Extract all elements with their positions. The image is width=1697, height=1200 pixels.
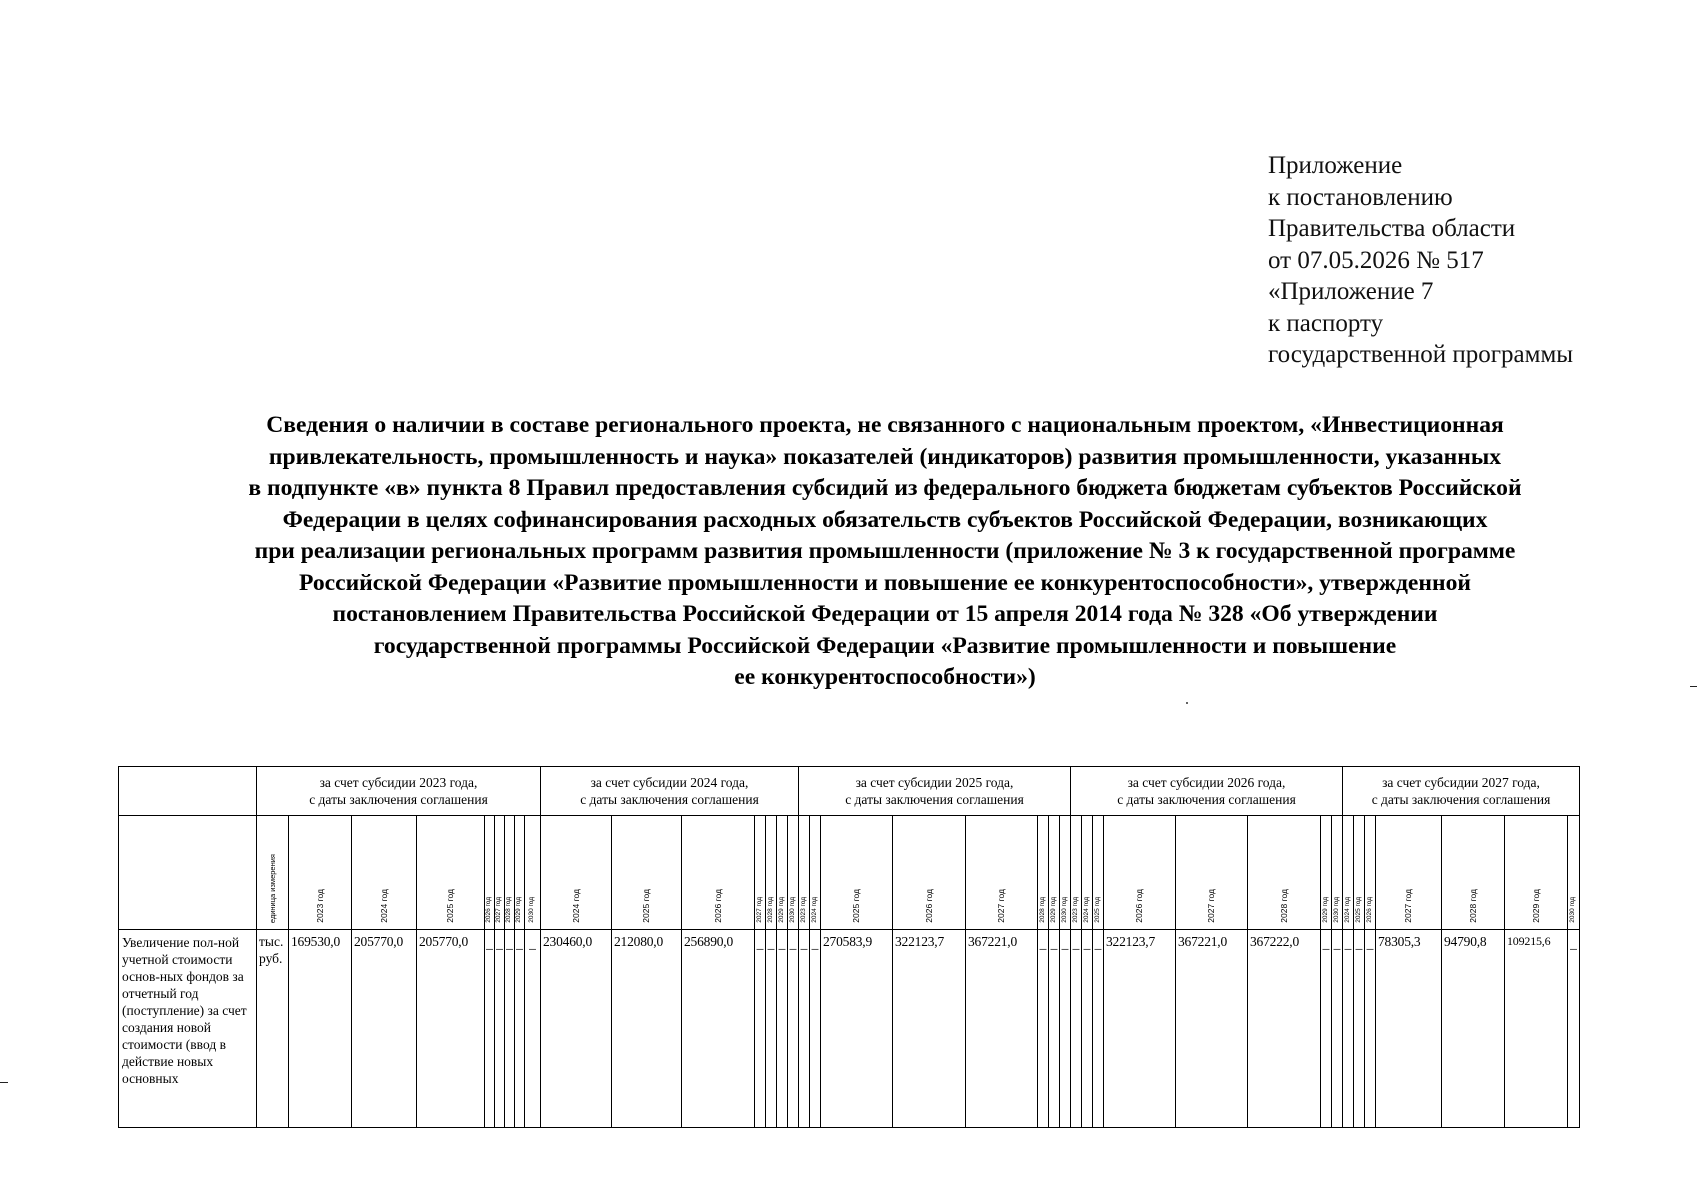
table-row bbox=[119, 930, 1580, 1128]
value-cell: 169530,0 bbox=[289, 930, 352, 1128]
empty-value-cell: _ bbox=[485, 930, 495, 1128]
scan-speck bbox=[1186, 702, 1188, 704]
title-line: ее конкурентоспособности») bbox=[734, 664, 1036, 690]
empty-value-cell: _ bbox=[810, 930, 821, 1128]
appendix-line: к паспорту bbox=[1268, 309, 1384, 337]
group-header-line: за счет субсидии 2027 года, bbox=[1382, 775, 1540, 790]
empty-value-cell: _ bbox=[1093, 930, 1104, 1128]
title-line: государственной программы Российской Федерации «Развитие промышленности и повышение bbox=[373, 632, 1397, 659]
empty-value-cell: _ bbox=[515, 930, 525, 1128]
year-header-label: 2029 год bbox=[1049, 897, 1057, 923]
year-header-cell bbox=[1049, 816, 1060, 930]
year-header-label: 2027 год bbox=[996, 889, 1006, 923]
year-header-cell bbox=[541, 816, 612, 930]
year-header-cell bbox=[766, 816, 777, 930]
year-header-label: 2023 год bbox=[799, 897, 807, 923]
year-header-cell bbox=[1505, 816, 1568, 930]
group-header-2027 bbox=[1343, 767, 1580, 816]
value-cell: 230460,0 bbox=[541, 930, 612, 1128]
title-line: в подпункте «в» пункта 8 Правил предоставления субсидий из федерального бюджета бюджетам субъектов Российской bbox=[248, 475, 1522, 501]
value-cell: 109215,6 bbox=[1505, 930, 1568, 1128]
empty-value-cell: _ bbox=[1038, 930, 1049, 1128]
year-header-cell bbox=[777, 816, 788, 930]
year-header-label: 2024 год bbox=[810, 897, 818, 923]
empty-value-cell: _ bbox=[788, 930, 799, 1128]
empty-value-cell: _ bbox=[525, 930, 541, 1128]
year-header-cell bbox=[966, 816, 1038, 930]
year-header-label: 2025 год bbox=[1093, 897, 1101, 923]
year-header-label: 2025 год bbox=[641, 889, 651, 923]
year-header-cell bbox=[352, 816, 417, 930]
unit-cell: тыс. руб. bbox=[257, 930, 289, 1128]
year-header-cell bbox=[1071, 816, 1082, 930]
year-header-cell bbox=[505, 816, 515, 930]
empty-value-cell: _ bbox=[1332, 930, 1343, 1128]
value-cell: 322123,7 bbox=[1104, 930, 1176, 1128]
appendix-line: Приложение bbox=[1268, 152, 1403, 179]
year-header-cell bbox=[485, 816, 495, 930]
year-header-cell bbox=[289, 816, 352, 930]
empty-value-cell: _ bbox=[1049, 930, 1060, 1128]
title-line: привлекательность, промышленность и наука» показателей (индикаторов) развития промышленности, указанных bbox=[268, 443, 1502, 470]
empty-value-cell: _ bbox=[1071, 930, 1082, 1128]
value-cell: 205770,0 bbox=[417, 930, 485, 1128]
appendix-line: «Приложение 7 bbox=[1268, 278, 1434, 305]
group-header-line: за счет субсидии 2026 года, bbox=[1127, 775, 1286, 790]
value-cell: 94790,8 bbox=[1442, 930, 1505, 1128]
appendix-line: Правительства области bbox=[1268, 215, 1516, 242]
year-header-cell bbox=[1442, 816, 1505, 930]
year-header-cell bbox=[810, 816, 821, 930]
empty-value-cell: _ bbox=[799, 930, 810, 1128]
year-header-label: 2024 год bbox=[1082, 897, 1090, 923]
blank-header-cell bbox=[119, 767, 257, 816]
value-cell: 256890,0 bbox=[682, 930, 755, 1128]
year-header-cell bbox=[1568, 816, 1580, 930]
year-header-label: 2026 год bbox=[485, 897, 493, 923]
year-header-label: 2028 год bbox=[505, 897, 513, 923]
year-header-label: 2026 год bbox=[712, 889, 723, 923]
indicator-cell: Увеличение пол-ной учетной стоимости основ-ных фондов за отчетный год (поступление) за счет создания новой стоимости (ввод в действие новых основных bbox=[119, 930, 257, 1128]
year-header-cell bbox=[1082, 816, 1093, 930]
group-header-2024 bbox=[541, 767, 799, 816]
appendix-line: государственной программы bbox=[1268, 341, 1574, 368]
year-header-cell bbox=[1038, 816, 1049, 930]
value-cell: 78305,3 bbox=[1376, 930, 1442, 1128]
year-header-cell bbox=[515, 816, 525, 930]
year-header-cell bbox=[525, 816, 541, 930]
year-header-label: 2026 год bbox=[923, 889, 934, 923]
year-header-label: 2030 год bbox=[528, 897, 536, 923]
year-header-cell bbox=[1060, 816, 1071, 930]
title-line: при реализации региональных программ развития промышленности (приложение № 3 к государственной программе bbox=[254, 538, 1516, 564]
group-header-line: за счет субсидии 2024 года, bbox=[590, 775, 749, 790]
year-header-label: 2024 год bbox=[378, 889, 389, 923]
year-header-row bbox=[119, 816, 1580, 930]
value-cell: 367222,0 bbox=[1248, 930, 1321, 1128]
year-header-label: 2025 год bbox=[1354, 897, 1362, 923]
unit-header-label: единица измерения bbox=[268, 853, 277, 923]
year-header-label: 2024 год bbox=[1343, 897, 1351, 923]
year-header-label: 2029 год bbox=[515, 897, 523, 923]
year-header-label: 2030 год bbox=[788, 897, 796, 923]
year-header-cell bbox=[1365, 816, 1376, 930]
empty-value-cell: _ bbox=[1354, 930, 1365, 1128]
document-title bbox=[100, 410, 1670, 694]
year-header-cell bbox=[1343, 816, 1354, 930]
year-header-cell bbox=[755, 816, 766, 930]
group-header-2023 bbox=[257, 767, 541, 816]
empty-value-cell: _ bbox=[755, 930, 766, 1128]
empty-value-cell: _ bbox=[1365, 930, 1376, 1128]
empty-value-cell: _ bbox=[777, 930, 788, 1128]
title-line: Федерации в целях софинансирования расходных обязательств субъектов Российской Федерации, возникающих bbox=[282, 506, 1488, 533]
scan-margin-mark bbox=[0, 1082, 8, 1083]
group-header-row bbox=[119, 767, 1580, 816]
empty-value-cell: _ bbox=[1060, 930, 1071, 1128]
year-header-label: 2028 год bbox=[1467, 889, 1478, 923]
empty-value-cell: _ bbox=[1082, 930, 1093, 1128]
year-header-label: 2026 год bbox=[1134, 889, 1144, 923]
title-line: Сведения о наличии в составе регионального проекта, не связанного с национальным проектом, «Инвестиционная bbox=[266, 412, 1504, 438]
value-cell: 205770,0 bbox=[352, 930, 417, 1128]
group-header-2026 bbox=[1071, 767, 1343, 816]
year-header-label: 2027 год bbox=[495, 897, 503, 923]
year-header-label: 2023 год bbox=[314, 889, 325, 923]
empty-value-cell: _ bbox=[1321, 930, 1332, 1128]
group-header-line: с даты заключения соглашения bbox=[1117, 792, 1296, 807]
blank-header-cell bbox=[119, 816, 257, 930]
group-header-line: с даты заключения соглашения bbox=[1371, 792, 1551, 807]
empty-value-cell: _ bbox=[495, 930, 505, 1128]
year-header-cell bbox=[1104, 816, 1176, 930]
year-header-cell bbox=[1093, 816, 1104, 930]
value-cell: 322123,7 bbox=[893, 930, 966, 1128]
year-header-label: 2025 год bbox=[445, 889, 455, 923]
title-line: Российской Федерации «Развитие промышленности и повышение ее конкурентоспособности», утвержденной bbox=[299, 569, 1471, 596]
year-header-label: 2028 год bbox=[766, 897, 774, 923]
year-header-cell bbox=[1376, 816, 1442, 930]
year-header-cell bbox=[1176, 816, 1248, 930]
year-header-label: 2023 год bbox=[1071, 897, 1079, 923]
value-cell: 367221,0 bbox=[1176, 930, 1248, 1128]
year-header-cell bbox=[1321, 816, 1332, 930]
year-header-label: 2029 год bbox=[1530, 889, 1541, 923]
year-header-label: 2027 год bbox=[1206, 889, 1216, 923]
year-header-cell bbox=[495, 816, 505, 930]
empty-value-cell: _ bbox=[766, 930, 777, 1128]
group-header-line: за счет субсидии 2025 года, bbox=[855, 775, 1014, 790]
year-header-label: 2026 год bbox=[1365, 897, 1373, 923]
year-header-label: 2030 год bbox=[1060, 897, 1068, 923]
value-cell: 212080,0 bbox=[612, 930, 682, 1128]
year-header-cell bbox=[893, 816, 966, 930]
empty-value-cell: _ bbox=[1568, 930, 1580, 1128]
value-cell: 270583,9 bbox=[821, 930, 893, 1128]
group-header-2025 bbox=[799, 767, 1071, 816]
year-header-cell bbox=[1248, 816, 1321, 930]
scan-margin-mark bbox=[1690, 686, 1697, 687]
year-header-cell bbox=[682, 816, 755, 930]
year-header-cell bbox=[788, 816, 799, 930]
year-header-label: 2024 год bbox=[570, 889, 581, 923]
year-header-label: 2030 год bbox=[1332, 897, 1340, 923]
empty-value-cell: _ bbox=[1343, 930, 1354, 1128]
year-header-cell bbox=[612, 816, 682, 930]
group-header-line: с даты заключения соглашения bbox=[845, 792, 1024, 807]
appendix-block bbox=[1268, 150, 1668, 371]
year-header-cell bbox=[1354, 816, 1365, 930]
appendix-line: от 07.05.2026 № 517 bbox=[1268, 246, 1484, 274]
empty-value-cell: _ bbox=[505, 930, 515, 1128]
value-cell: 367221,0 bbox=[966, 930, 1038, 1128]
year-header-label: 2025 год bbox=[851, 889, 861, 923]
unit-header-cell bbox=[257, 816, 289, 930]
group-header-line: с даты заключения соглашения bbox=[309, 792, 488, 807]
year-header-label: 2028 год bbox=[1038, 897, 1046, 923]
year-header-cell bbox=[1332, 816, 1343, 930]
year-header-label: 2027 год bbox=[755, 897, 763, 923]
group-header-line: с даты заключения соглашения bbox=[580, 792, 759, 807]
appendix-line: к постановлению bbox=[1268, 183, 1453, 211]
year-header-cell bbox=[799, 816, 810, 930]
group-header-line: за счет субсидии 2023 года, bbox=[319, 775, 478, 790]
title-line: постановлением Правительства Российской Федерации от 15 апреля 2014 года № 328 «Об утверждении bbox=[332, 601, 1438, 627]
year-header-label: 2030 год bbox=[1569, 897, 1577, 923]
year-header-label: 2029 год bbox=[777, 897, 785, 923]
indicators-table bbox=[118, 766, 1580, 1128]
year-header-label: 2029 год bbox=[1321, 897, 1329, 923]
year-header-cell bbox=[417, 816, 485, 930]
year-header-label: 2027 год bbox=[1403, 889, 1413, 923]
year-header-cell bbox=[821, 816, 893, 930]
year-header-label: 2028 год bbox=[1278, 889, 1289, 923]
